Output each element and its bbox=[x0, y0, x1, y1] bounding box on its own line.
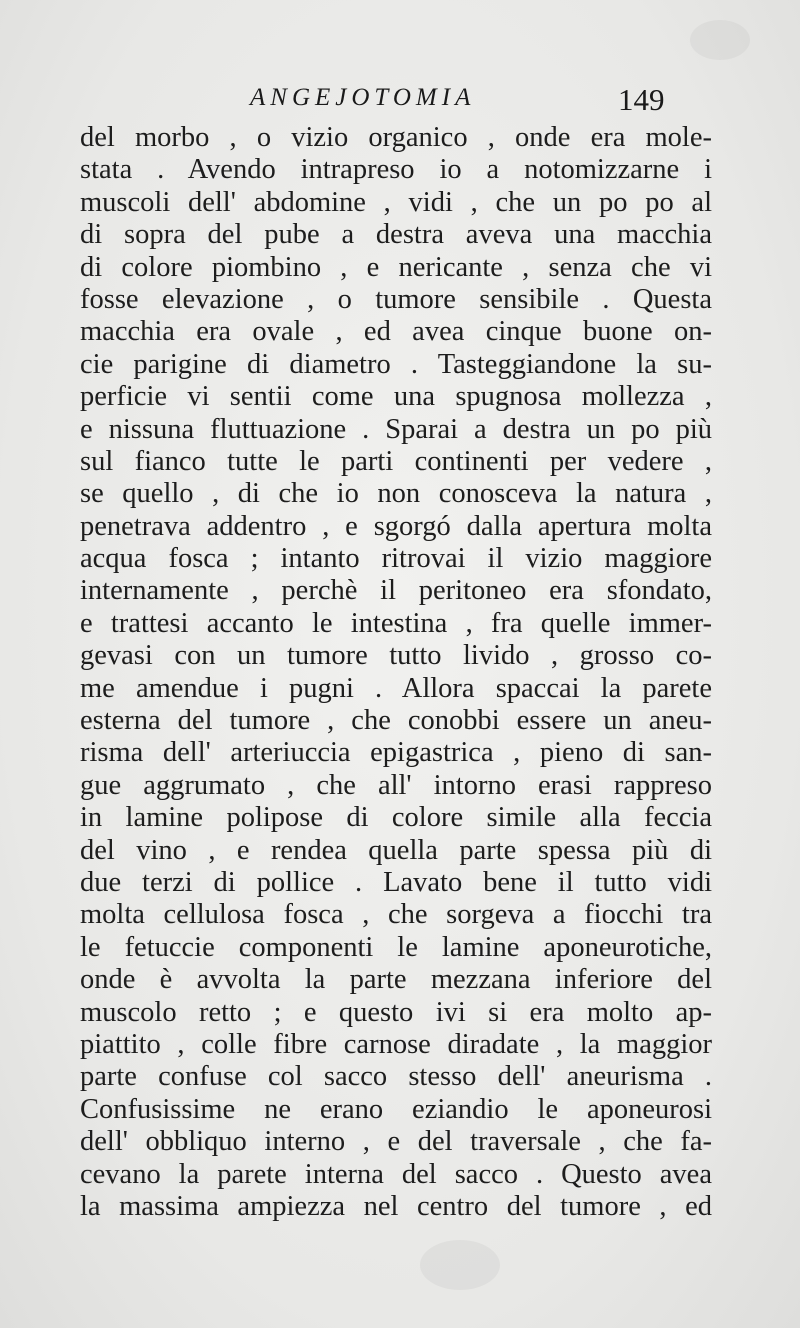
text-line: me amendue i pugni . Allora spaccai la parete bbox=[80, 672, 712, 704]
text-line: sul fianco tutte le parti continenti per vedere , bbox=[80, 445, 712, 477]
text-line: del vino , e rendea quella parte spessa più di bbox=[80, 834, 712, 866]
text-line: la massima ampiezza nel centro del tumore , ed bbox=[80, 1190, 712, 1222]
text-line: perficie vi sentii come una spugnosa mollezza , bbox=[80, 381, 712, 413]
paper-stain bbox=[420, 1240, 500, 1290]
paper-stain bbox=[690, 20, 750, 60]
text-line: muscolo retto ; e questo ivi si era molto ap- bbox=[80, 996, 712, 1028]
text-line: dell' obbliquo interno , e del traversale , che fa- bbox=[80, 1126, 712, 1158]
text-line: internamente , perchè il peritoneo era sfondato, bbox=[80, 575, 712, 607]
text-line: piattito , colle fibre carnose diradate , la maggior bbox=[80, 1028, 712, 1060]
text-line: Confusissime ne erano eziandio le aponeurosi bbox=[80, 1093, 712, 1125]
text-line: macchia era ovale , ed avea cinque buone on- bbox=[80, 316, 712, 348]
text-line: cevano la parete interna del sacco . Questo avea bbox=[80, 1158, 712, 1190]
text-line: cie parigine di diametro . Tasteggiandone la su- bbox=[80, 348, 712, 380]
text-line: risma dell' arteriuccia epigastrica , pieno di san- bbox=[80, 737, 712, 769]
text-line: se quello , di che io non conosceva la natura , bbox=[80, 478, 712, 510]
text-line: molta cellulosa fosca , che sorgeva a fiocchi tra bbox=[80, 899, 712, 931]
text-line: di sopra del pube a destra aveva una macchia bbox=[80, 219, 712, 251]
running-title: ANGEJOTOMIA bbox=[250, 84, 476, 111]
text-line: acqua fosca ; intanto ritrovai il vizio maggiore bbox=[80, 543, 712, 575]
page-number: 149 bbox=[618, 82, 665, 117]
text-line: fosse elevazione , o tumore sensibile . Questa bbox=[80, 283, 712, 315]
text-line: gevasi con un tumore tutto livido , grosso co- bbox=[80, 640, 712, 672]
body-text bbox=[80, 122, 712, 1223]
text-line: le fetuccie componenti le lamine aponeurotiche, bbox=[80, 931, 712, 963]
text-line: stata . Avendo intrapreso io a notomizzarne i bbox=[80, 154, 712, 186]
text-line: e nissuna fluttuazione . Sparai a destra un po più bbox=[80, 413, 712, 445]
text-line: di colore piombino , e nericante , senza che vi bbox=[80, 251, 712, 283]
text-line: esterna del tumore , che conobbi essere un aneu- bbox=[80, 705, 712, 737]
text-line: muscoli dell' abdomine , vidi , che un po po al bbox=[80, 186, 712, 218]
text-line: e trattesi accanto le intestina , fra quelle immer- bbox=[80, 607, 712, 639]
text-line: penetrava addentro , e sgorgó dalla apertura molta bbox=[80, 510, 712, 542]
text-line: in lamine polipose di colore simile alla feccia bbox=[80, 802, 712, 834]
text-line: del morbo , o vizio organico , onde era mole- bbox=[80, 122, 712, 153]
text-line: gue aggrumato , che all' intorno erasi rappreso bbox=[80, 769, 712, 801]
text-line: parte confuse col sacco stesso dell' aneurisma . bbox=[80, 1061, 712, 1093]
text-line: due terzi di pollice . Lavato bene il tutto vidi bbox=[80, 866, 712, 898]
text-line: onde è avvolta la parte mezzana inferiore del bbox=[80, 964, 712, 996]
